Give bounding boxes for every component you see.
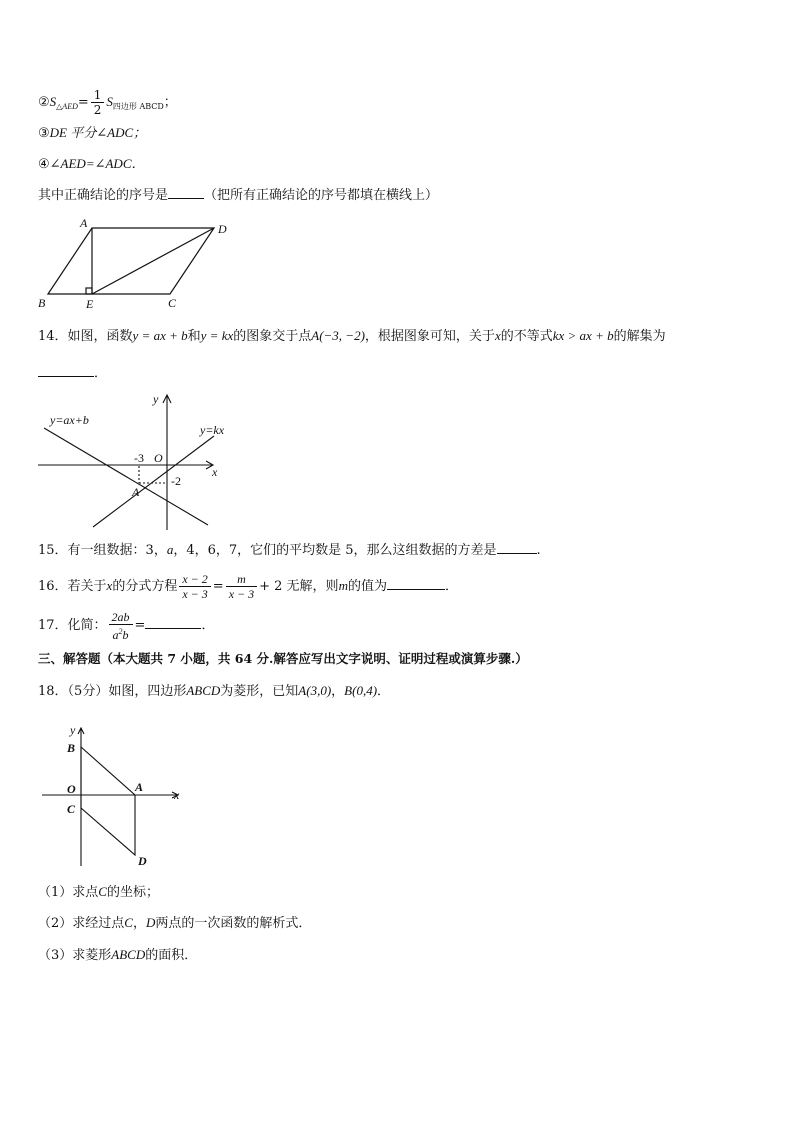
answer-blank[interactable] xyxy=(497,541,537,554)
area-symbol-2: S xyxy=(106,94,113,109)
conjunction: 和 xyxy=(187,329,201,344)
item-text: ∠AED=∠ADC． xyxy=(49,156,145,171)
fraction-denominator: 2 xyxy=(93,103,102,117)
equals-sign: = xyxy=(212,579,224,594)
sub-text-end: 的坐标； xyxy=(106,885,159,900)
function-1: y = ax + b xyxy=(132,328,188,343)
q14-text xyxy=(38,327,666,346)
fraction-denominator: x − 3 xyxy=(182,587,208,601)
variable-a: a xyxy=(166,542,174,557)
den-a: a xyxy=(112,627,119,642)
q16-text xyxy=(38,568,458,605)
q13-item-2 xyxy=(38,88,177,117)
section-title: 三、解答题 xyxy=(38,651,101,666)
item-number: ② xyxy=(38,95,50,110)
sub-text: （1）求点 xyxy=(38,885,99,900)
q13-item-3 xyxy=(38,124,146,143)
right-angle-mark xyxy=(86,288,92,294)
parallelogram-figure xyxy=(30,214,240,314)
intersection-point: A(−3, −2) xyxy=(311,328,365,343)
answer-blank[interactable] xyxy=(145,616,201,629)
period: . xyxy=(536,543,541,558)
label-d: D xyxy=(138,854,147,868)
point-a-label: A xyxy=(132,485,140,499)
linear-functions-graph xyxy=(36,390,236,535)
parallelogram-abcd xyxy=(48,228,214,294)
equals-sign: = xyxy=(77,95,89,110)
answer-blank[interactable] xyxy=(38,364,94,377)
variable-x: x xyxy=(494,328,501,343)
x-axis-label: x xyxy=(212,465,218,479)
q18-text xyxy=(38,682,390,701)
q14-answer-line xyxy=(38,364,107,383)
q15-prefix: 15．有一组数据：3， xyxy=(38,543,167,558)
label-a: A xyxy=(80,216,88,230)
fraction-denominator: x − 3 xyxy=(228,587,255,601)
q13-prompt xyxy=(38,186,438,205)
fraction-1 xyxy=(179,572,210,601)
label-c: C xyxy=(67,802,76,816)
line-1-label: y=ax+b xyxy=(50,413,89,427)
sub-text: （3）求菱形 xyxy=(38,948,112,963)
section-desc: （本大题共 7 小题，共 64 分.解答应写出文字说明、证明过程或演算步骤.） xyxy=(100,651,528,666)
q14-mid2: ，根据图象可知，关于 xyxy=(364,329,495,344)
q18-sub-3 xyxy=(38,946,197,965)
period: ． xyxy=(444,579,458,594)
label-o: O xyxy=(67,782,76,796)
fraction-numerator: x − 2 xyxy=(179,572,210,587)
q16-plus: + 2 无解，则 xyxy=(259,579,339,594)
q16-mid: 的分式方程 xyxy=(112,579,178,594)
q15-suffix: ，4，6，7，它们的平均数是 5，那么这组数据的方差是 xyxy=(173,543,497,558)
q18-prefix: 18．（5分）如图，四边形 xyxy=(38,684,187,699)
item-number: ④ xyxy=(38,157,50,172)
q17-text xyxy=(38,606,214,646)
label-b: B xyxy=(38,296,46,310)
q14-prefix: 14．如图，函数 xyxy=(38,329,133,344)
exponent: 2 xyxy=(118,626,123,636)
point-c: C xyxy=(98,884,107,899)
y-axis-label: y xyxy=(153,392,159,406)
label-d: D xyxy=(218,222,227,236)
q16-prefix: 16．若关于 xyxy=(38,579,107,594)
separator: ， xyxy=(331,684,345,699)
rhombus-abcd xyxy=(81,747,135,855)
prompt-text: 其中正确结论的序号是 xyxy=(38,188,169,203)
tick-neg2: -2 xyxy=(171,474,181,488)
section-3-heading xyxy=(38,650,528,668)
line-kx xyxy=(93,436,214,527)
den-b: b xyxy=(122,627,129,642)
rhombus-figure xyxy=(38,720,198,870)
origin-label: O xyxy=(154,451,163,465)
q14-mid3: 的不等式 xyxy=(500,329,553,344)
line-2-label: y=kx xyxy=(200,423,225,437)
item-number: ③ xyxy=(38,126,50,141)
fraction xyxy=(109,610,133,642)
label-b: B xyxy=(67,741,76,755)
area-subscript-2: 四边形 ABCD xyxy=(112,102,164,111)
period: ． xyxy=(94,366,108,381)
variable-m: m xyxy=(338,578,348,593)
quad-name: ABCD xyxy=(186,683,221,698)
sub-text: （2）求经过点 xyxy=(38,916,125,931)
fraction-numerator: m xyxy=(226,572,257,587)
fraction-2 xyxy=(226,572,257,601)
fraction-denominator xyxy=(109,625,133,642)
point-b: B(0,4) xyxy=(344,683,378,698)
sub-text-end: 两点的一次函数的解析式． xyxy=(155,916,312,931)
inequality: kx > ax + b xyxy=(552,328,614,343)
label-a: A xyxy=(135,780,144,794)
answer-blank[interactable] xyxy=(387,577,445,590)
semicolon: ； xyxy=(163,95,177,110)
prompt-note: （把所有正确结论的序号都填在横线上） xyxy=(204,188,439,203)
x-axis-label: x xyxy=(174,788,180,802)
q14-mid: 的图象交于点 xyxy=(233,329,312,344)
item-text: DE 平分∠ADC； xyxy=(49,125,147,140)
q16-suffix: 的值为 xyxy=(347,579,387,594)
label-e: E xyxy=(86,297,94,311)
line-ax-plus-b xyxy=(44,428,208,525)
q17-prefix: 17．化简： xyxy=(38,618,107,633)
fraction-half xyxy=(91,88,105,117)
separator: ， xyxy=(132,916,146,931)
label-c: C xyxy=(168,296,177,310)
area-subscript: △AED xyxy=(56,102,78,111)
y-axis-label: y xyxy=(70,723,76,737)
tick-neg3: -3 xyxy=(134,451,144,465)
sub-text-end: 的面积． xyxy=(145,948,198,963)
area-symbol: S xyxy=(49,94,57,109)
q15-text xyxy=(38,541,541,560)
fraction-numerator: 2ab xyxy=(109,610,133,625)
equals-sign: = xyxy=(134,618,146,633)
q18-sub-2 xyxy=(38,914,311,933)
point-c: C xyxy=(124,915,133,930)
q18-sub-1 xyxy=(38,883,159,902)
segment-ed xyxy=(92,228,214,294)
q18-mid: 为菱形，已知 xyxy=(220,684,299,699)
fraction-numerator: 1 xyxy=(91,88,105,103)
period: ． xyxy=(377,684,391,699)
answer-blank[interactable] xyxy=(168,186,204,199)
quad-name: ABCD xyxy=(111,947,146,962)
q13-item-4 xyxy=(38,155,144,174)
function-2: y = kx xyxy=(200,328,234,343)
point-d: D xyxy=(145,915,156,930)
period: ． xyxy=(201,618,215,633)
q14-suffix: 的解集为 xyxy=(613,329,666,344)
variable-x: x xyxy=(106,578,113,593)
point-a: A(3,0) xyxy=(298,683,332,698)
